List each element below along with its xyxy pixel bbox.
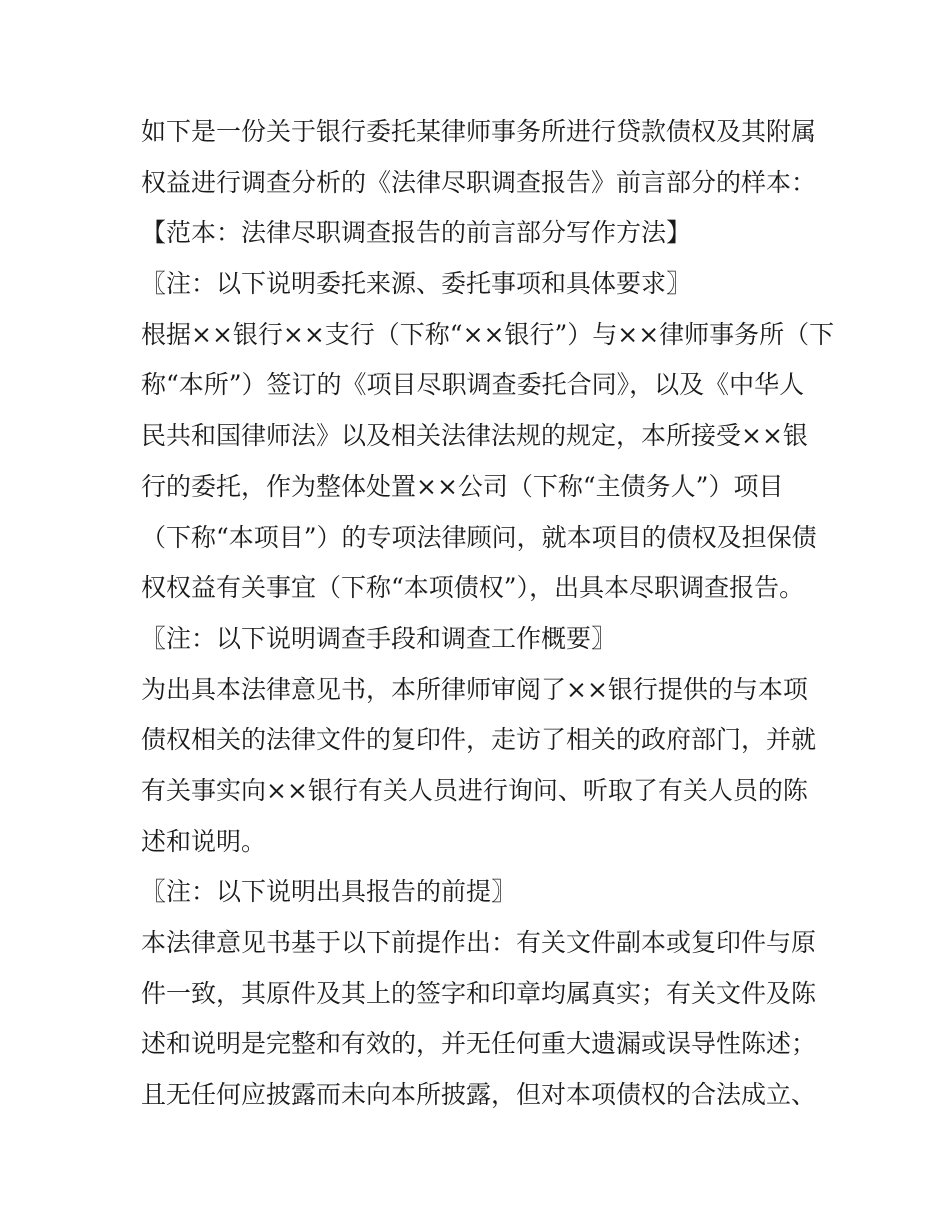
paragraph-1-line-1: 根据××银行××支行（下称“××银行”）与××律师事务所（下 [141, 319, 835, 349]
paragraph-1-line-2: 称“本所”）签订的《项目尽职调查委托合同》，以及《中华人 [141, 370, 805, 400]
intro-line-2: 权益进行调查分析的《法律尽职调查报告》前言部分的样本： [141, 167, 817, 197]
paragraph-2-line-3: 有关事实向××银行有关人员进行询问、听取了有关人员的陈 [141, 775, 808, 805]
intro-line-1: 如下是一份关于银行委托某律师事务所进行贷款债权及其附属 [141, 117, 817, 146]
note-investigation-means: 〖注：以下说明调查手段和调查工作概要〗 [141, 623, 617, 653]
document-body [141, 107, 835, 1121]
note-report-premise: 〖注：以下说明出具报告的前提〗 [141, 877, 517, 907]
paragraph-1-line-4: 行的委托，作为整体处置××公司（下称“主债务人”）项目 [141, 471, 784, 501]
paragraph-1-line-6: 权权益有关事宜（下称“本项债权”），出具本尽职调查报告。 [141, 573, 805, 603]
paragraph-2-line-4: 述和说明。 [141, 826, 267, 856]
paragraph-3-line-3: 述和说明是完整和有效的，并无任何重大遗漏或误导性陈述； [141, 1029, 817, 1059]
note-commission-source: 〖注：以下说明委托来源、委托事项和具体要求〗 [141, 269, 692, 299]
paragraph-3-line-2: 件一致，其原件及其上的签字和印章均属真实；有关文件及陈 [141, 978, 817, 1008]
template-heading: 【范本：法律尽职调查报告的前言部分写作方法】 [141, 218, 692, 248]
paragraph-3-line-1: 本法律意见书基于以下前提作出：有关文件副本或复印件与原 [141, 928, 817, 957]
paragraph-2-line-2: 债权相关的法律文件的复印件，走访了相关的政府部门，并就 [141, 725, 817, 755]
paragraph-3-line-4: 且无任何应披露而未向本所披露，但对本项债权的合法成立、 [141, 1080, 817, 1110]
paragraph-1-line-5: （下称“本项目”）的专项法律顾问，就本项目的债权及担保债 [141, 522, 817, 552]
paragraph-1-line-3: 民共和国律师法》以及相关法律法规的规定，本所接受××银 [141, 421, 808, 451]
paragraph-2-line-1: 为出具本法律意见书，本所律师审阅了××银行提供的与本项 [141, 674, 808, 704]
